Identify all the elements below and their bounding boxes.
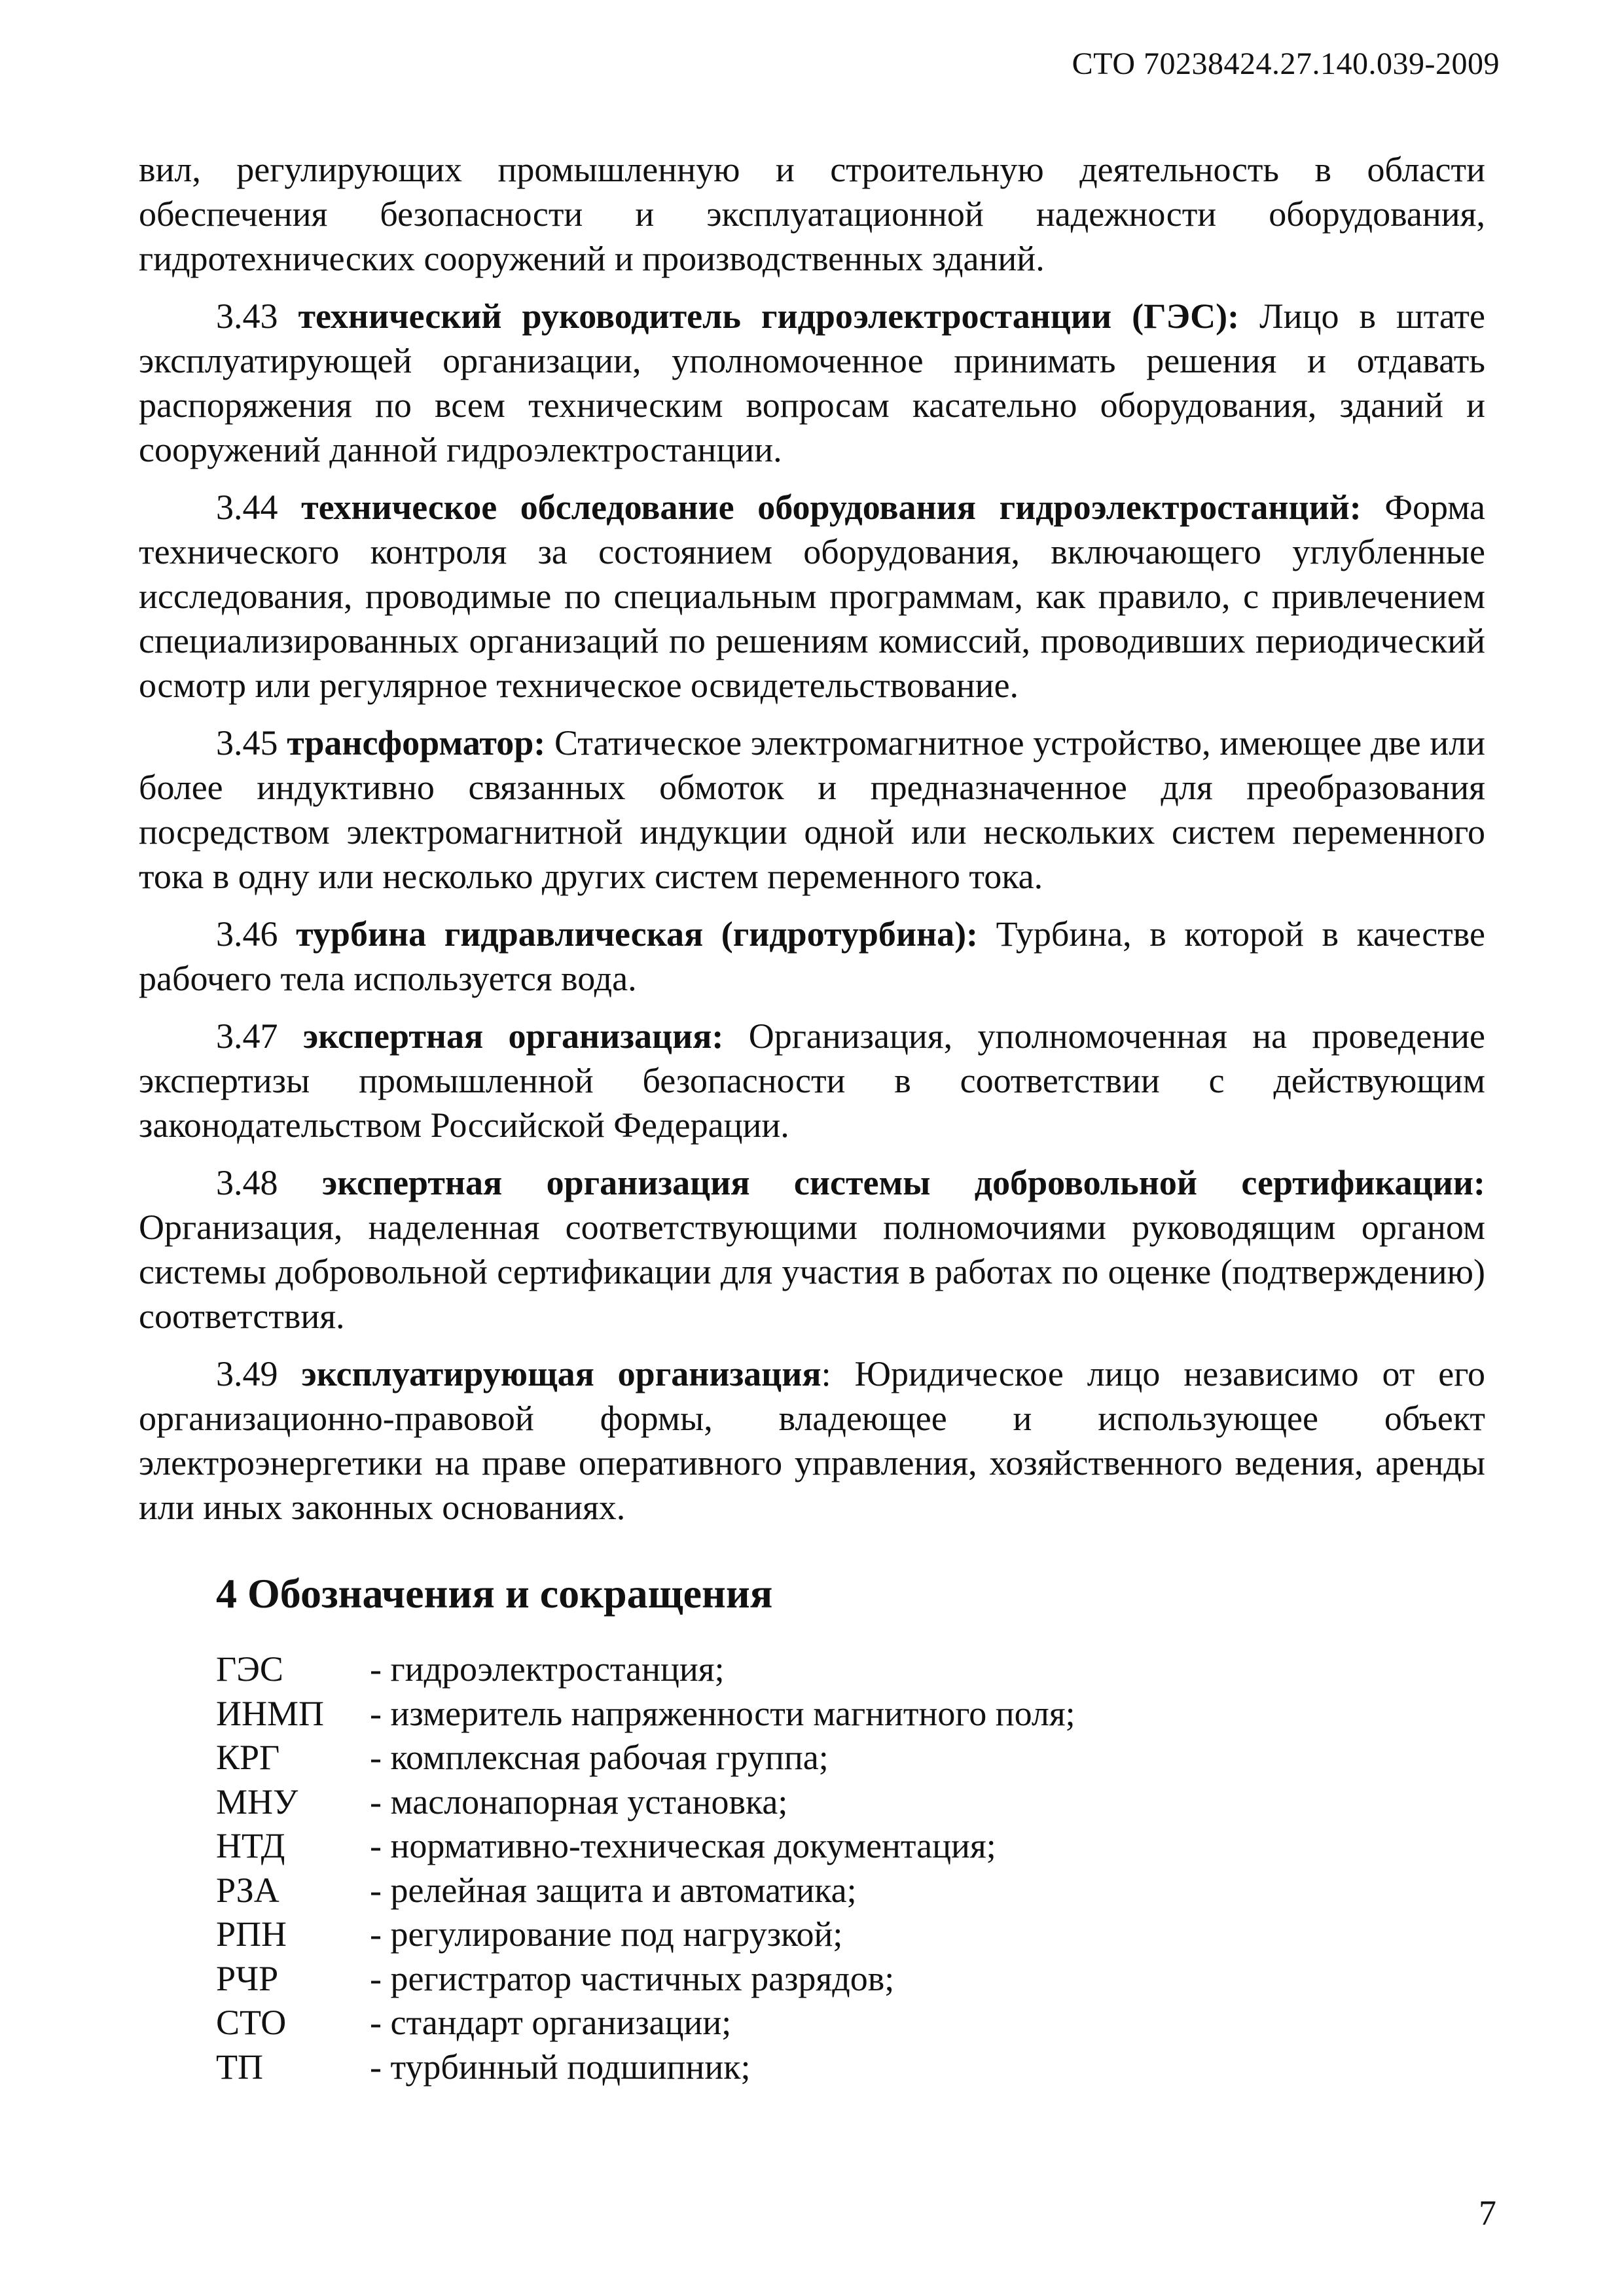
definition-number: 3.45 xyxy=(216,723,278,762)
abbreviation-code: НТД xyxy=(216,1826,285,1865)
abbreviation-definition: - комплексная рабочая группа; xyxy=(370,1738,829,1777)
definition-text: Форма технического контроля за состоянием оборудования, включающего углубленные исследования, проводимые по специальным программам, как правило, с привлечением специализированных организаций по решениям комиссий, проводивших периодический осмотр или регулярное техническое освидетельствование. xyxy=(139,488,1486,705)
definition-3-48 xyxy=(139,1160,1485,1338)
abbreviation-definition: - регулирование под нагрузкой; xyxy=(370,1914,843,1954)
abbreviation-code: ГЭС xyxy=(216,1649,283,1689)
definition-number: 3.49 xyxy=(216,1354,278,1393)
document-body xyxy=(139,147,1485,2089)
definition-text: Организация, уполномоченная на проведение экспертизы промышленной безопасности в соответствии с действующим законодательством Российской Федерации. xyxy=(139,1016,1486,1145)
section-4-title: 4 Обозначения и сокращения xyxy=(216,1570,773,1617)
abbreviation-row xyxy=(216,1957,1485,2001)
definition-term: трансформатор: xyxy=(287,723,546,762)
definition-text: Турбина, в которой в качестве рабочего тела используется вода. xyxy=(139,914,1486,998)
definition-3-44 xyxy=(139,485,1485,708)
definition-term: эксплуатирующая организация xyxy=(301,1354,821,1393)
abbreviation-definition: - нормативно-техническая документация; xyxy=(370,1826,996,1865)
abbreviation-code: МНУ xyxy=(216,1782,298,1821)
document-code: СТО 70238424.27.140.039-2009 xyxy=(1072,46,1500,81)
definition-3-46 xyxy=(139,912,1485,1001)
definition-number: 3.44 xyxy=(216,488,278,527)
definition-term: экспертная организация: xyxy=(302,1016,724,1056)
abbreviation-code: ТП xyxy=(216,2047,263,2087)
abbreviation-code: РЧР xyxy=(216,1958,279,1998)
definition-number: 3.48 xyxy=(216,1163,278,1202)
definition-3-45 xyxy=(139,721,1485,899)
abbreviation-definition: - измеритель напряженности магнитного поля; xyxy=(370,1693,1075,1733)
abbreviation-row xyxy=(216,1692,1485,1736)
abbreviation-row xyxy=(216,2001,1485,2045)
abbreviation-code: РЗА xyxy=(216,1870,280,1910)
definition-text: Лицо в штате эксплуатирующей организации, уполномоченное принимать решения и отдавать распоряжения по всем техническим вопросам касательно оборудования, зданий и сооружений данной гидроэлектростанции. xyxy=(139,296,1486,469)
definition-term: технический руководитель гидроэлектростанции (ГЭС): xyxy=(298,296,1240,336)
abbreviation-row xyxy=(216,1912,1485,1957)
page-number: 7 xyxy=(1479,2193,1496,2233)
definition-text: : Юридическое лицо независимо от его организационно-правовой формы, владеющее и использующее объект электроэнергетики на праве оперативного управления, хозяйственного ведения, аренды или иных законных основаниях. xyxy=(139,1354,1485,1527)
definition-number: 3.43 xyxy=(216,296,278,336)
definition-3-47 xyxy=(139,1014,1485,1147)
definition-text: Статическое электромагнитное устройство, имеющее две или более индуктивно связанных обмоток и предназначенное для преобразования посредством электромагнитной индукции одной или нескольких систем переменного тока в одну или несколько других систем переменного тока. xyxy=(139,723,1486,896)
definition-term: экспертная организация системы добровольной сертификации: xyxy=(321,1163,1485,1202)
abbreviation-definition: - гидроэлектростанция; xyxy=(370,1649,725,1689)
abbreviation-row xyxy=(216,1736,1485,1780)
definition-term: техническое обследование оборудования гидроэлектростанций: xyxy=(301,488,1362,527)
definition-term: турбина гидравлическая (гидротурбина): xyxy=(296,914,979,954)
abbreviation-code: СТО xyxy=(216,2003,287,2042)
abbreviation-row xyxy=(216,1647,1485,1692)
definition-number: 3.47 xyxy=(216,1016,278,1056)
abbreviation-definition: - стандарт организации; xyxy=(370,2003,732,2042)
abbreviation-code: ИНМП xyxy=(216,1693,325,1733)
abbreviation-definition: - регистратор частичных разрядов; xyxy=(370,1958,895,1998)
continuation-paragraph: вил, регулирующих промышленную и строительную деятельность в области обеспечения безопасности и эксплуатационной надежности оборудования, гидротехнических сооружений и производственных зданий. xyxy=(139,150,1485,278)
abbreviation-code: РПН xyxy=(216,1914,287,1954)
definition-text: Организация, наделенная соответствующими полномочиями руководящим органом системы добровольной сертификации для участия в работах по оценке (подтверждению) соответствия. xyxy=(139,1208,1485,1336)
abbreviation-row xyxy=(216,1780,1485,1825)
abbreviation-definition: - релейная защита и автоматика; xyxy=(370,1870,857,1910)
definition-number: 3.46 xyxy=(216,914,278,954)
definition-3-49 xyxy=(139,1352,1485,1530)
abbreviation-definition: - маслонапорная установка; xyxy=(370,1782,788,1821)
abbreviation-list xyxy=(216,1647,1485,2089)
definition-3-43 xyxy=(139,294,1485,472)
abbreviation-row xyxy=(216,2045,1485,2090)
abbreviation-row xyxy=(216,1824,1485,1869)
abbreviation-definition: - турбинный подшипник; xyxy=(370,2047,751,2087)
abbreviation-row xyxy=(216,1869,1485,1913)
abbreviation-code: КРГ xyxy=(216,1738,280,1777)
